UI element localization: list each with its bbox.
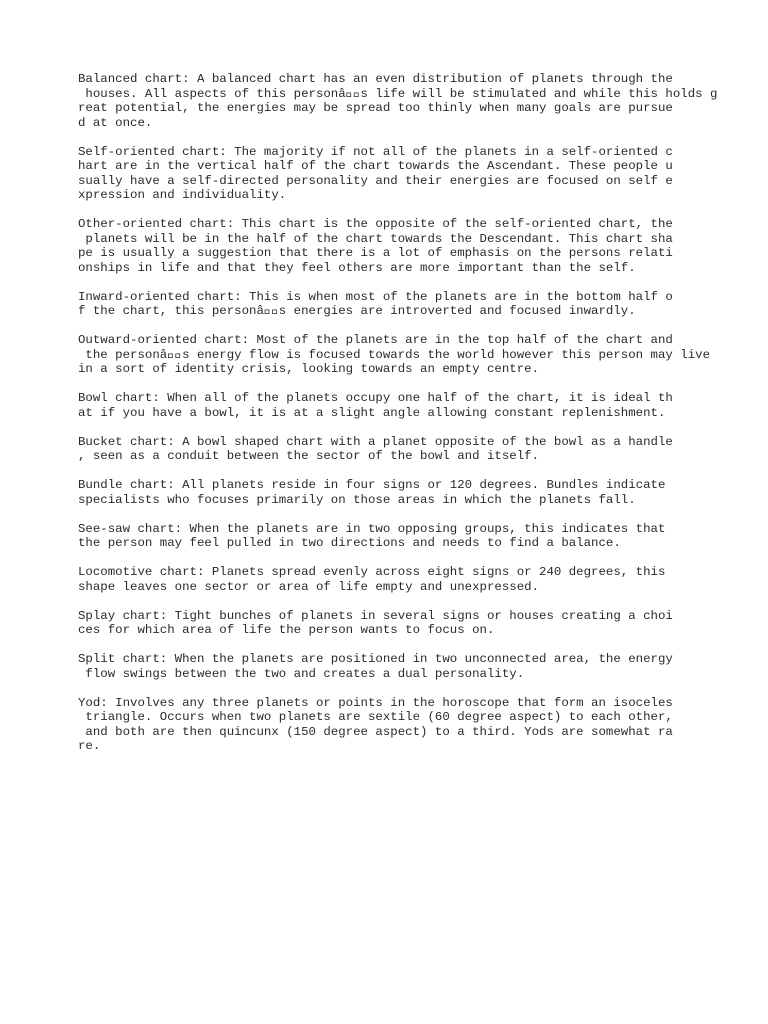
- text-line: Locomotive chart: Planets spread evenly across eight signs or 240 degrees, this: [78, 565, 666, 579]
- text-line: , seen as a conduit between the sector of the bowl and itself.: [78, 449, 540, 463]
- text-line: flow swings between the two and creates a dual personality.: [78, 666, 525, 681]
- paragraph-split-chart: [78, 652, 758, 681]
- text-line: xpression and individuality.: [78, 188, 287, 202]
- paragraph-bucket-chart: [78, 435, 758, 464]
- paragraph-bundle-chart: [78, 478, 758, 507]
- paragraph-inward-oriented-chart: [78, 290, 758, 319]
- text-line: at if you have a bowl, it is at a slight angle allowing constant replenishment.: [78, 405, 666, 420]
- paragraph-self-oriented-chart: [78, 145, 758, 203]
- paragraph-other-oriented-chart: [78, 217, 758, 275]
- text-line: Bucket chart: A bowl shaped chart with a planet opposite of the bowl as a handle: [78, 434, 673, 449]
- text-line: Outward-oriented chart: Most of the planets are in the top half of the chart and: [78, 333, 673, 347]
- text-line: and both are then quincunx (150 degree aspect) to a third. Yods are somewhat ra: [78, 724, 673, 739]
- text-line: Balanced chart: A balanced chart has an even distribution of planets through the: [78, 72, 673, 86]
- text-line: Split chart: When the planets are positioned in two unconnected area, the energy: [78, 652, 673, 666]
- text-line: f the chart, this personâ  s energies are introverted and focused inwardly.: [78, 304, 636, 318]
- text-line: Splay chart: Tight bunches of planets in several signs or houses creating a choi: [78, 608, 673, 623]
- paragraph-yod: [78, 696, 758, 754]
- text-line: Inward-oriented chart: This is when most of the planets are in the bottom half o: [78, 289, 673, 304]
- paragraph-bowl-chart: [78, 391, 758, 420]
- text-line: Yod: Involves any three planets or points in the horoscope that form an isoceles: [78, 695, 673, 710]
- text-line: hart are in the vertical half of the chart towards the Ascendant. These people u: [78, 159, 673, 173]
- text-line: the person may feel pulled in two directions and needs to find a balance.: [78, 536, 621, 550]
- text-line: Bowl chart: When all of the planets occupy one half of the chart, it is ideal th: [78, 391, 673, 405]
- text-line: Other-oriented chart: This chart is the opposite of the self-oriented chart, the: [78, 217, 673, 231]
- text-line: sually have a self-directed personality and their energies are focused on self e: [78, 173, 673, 188]
- text-line: re.: [78, 739, 101, 753]
- text-line: ces for which area of life the person wants to focus on.: [78, 623, 495, 637]
- text-line: Bundle chart: All planets reside in four signs or 120 degrees. Bundles indicate: [78, 478, 666, 492]
- paragraph-balanced-chart: [78, 72, 758, 130]
- text-line: Self-oriented chart: The majority if not all of the planets in a self-oriented c: [78, 144, 673, 159]
- paragraph-outward-oriented-chart: [78, 333, 758, 377]
- text-line: pe is usually a suggestion that there is a lot of emphasis on the persons relati: [78, 246, 673, 260]
- text-line: the personâ  s energy flow is focused towards the world however this person may live: [78, 347, 711, 362]
- paragraph-see-saw-chart: [78, 522, 758, 551]
- paragraph-splay-chart: [78, 609, 758, 638]
- text-line: triangle. Occurs when two planets are sextile (60 degree aspect) to each other,: [78, 710, 673, 724]
- paragraph-locomotive-chart: [78, 565, 758, 594]
- text-line: See-saw chart: When the planets are in two opposing groups, this indicates that: [78, 521, 666, 536]
- text-line: specialists who focuses primarily on those areas in which the planets fall.: [78, 492, 636, 507]
- text-line: d at once.: [78, 115, 153, 130]
- text-line: shape leaves one sector or area of life empty and unexpressed.: [78, 579, 540, 594]
- text-line: planets will be in the half of the chart towards the Descendant. This chart sha: [78, 231, 673, 246]
- text-line: reat potential, the energies may be spread too thinly when many goals are pursue: [78, 101, 673, 115]
- document-page: [78, 72, 758, 768]
- text-line: onships in life and that they feel others are more important than the self.: [78, 260, 636, 275]
- text-line: in a sort of identity crisis, looking towards an empty centre.: [78, 362, 540, 376]
- text-line: houses. All aspects of this personâ  s life will be stimulated and while this holds g: [78, 86, 718, 101]
